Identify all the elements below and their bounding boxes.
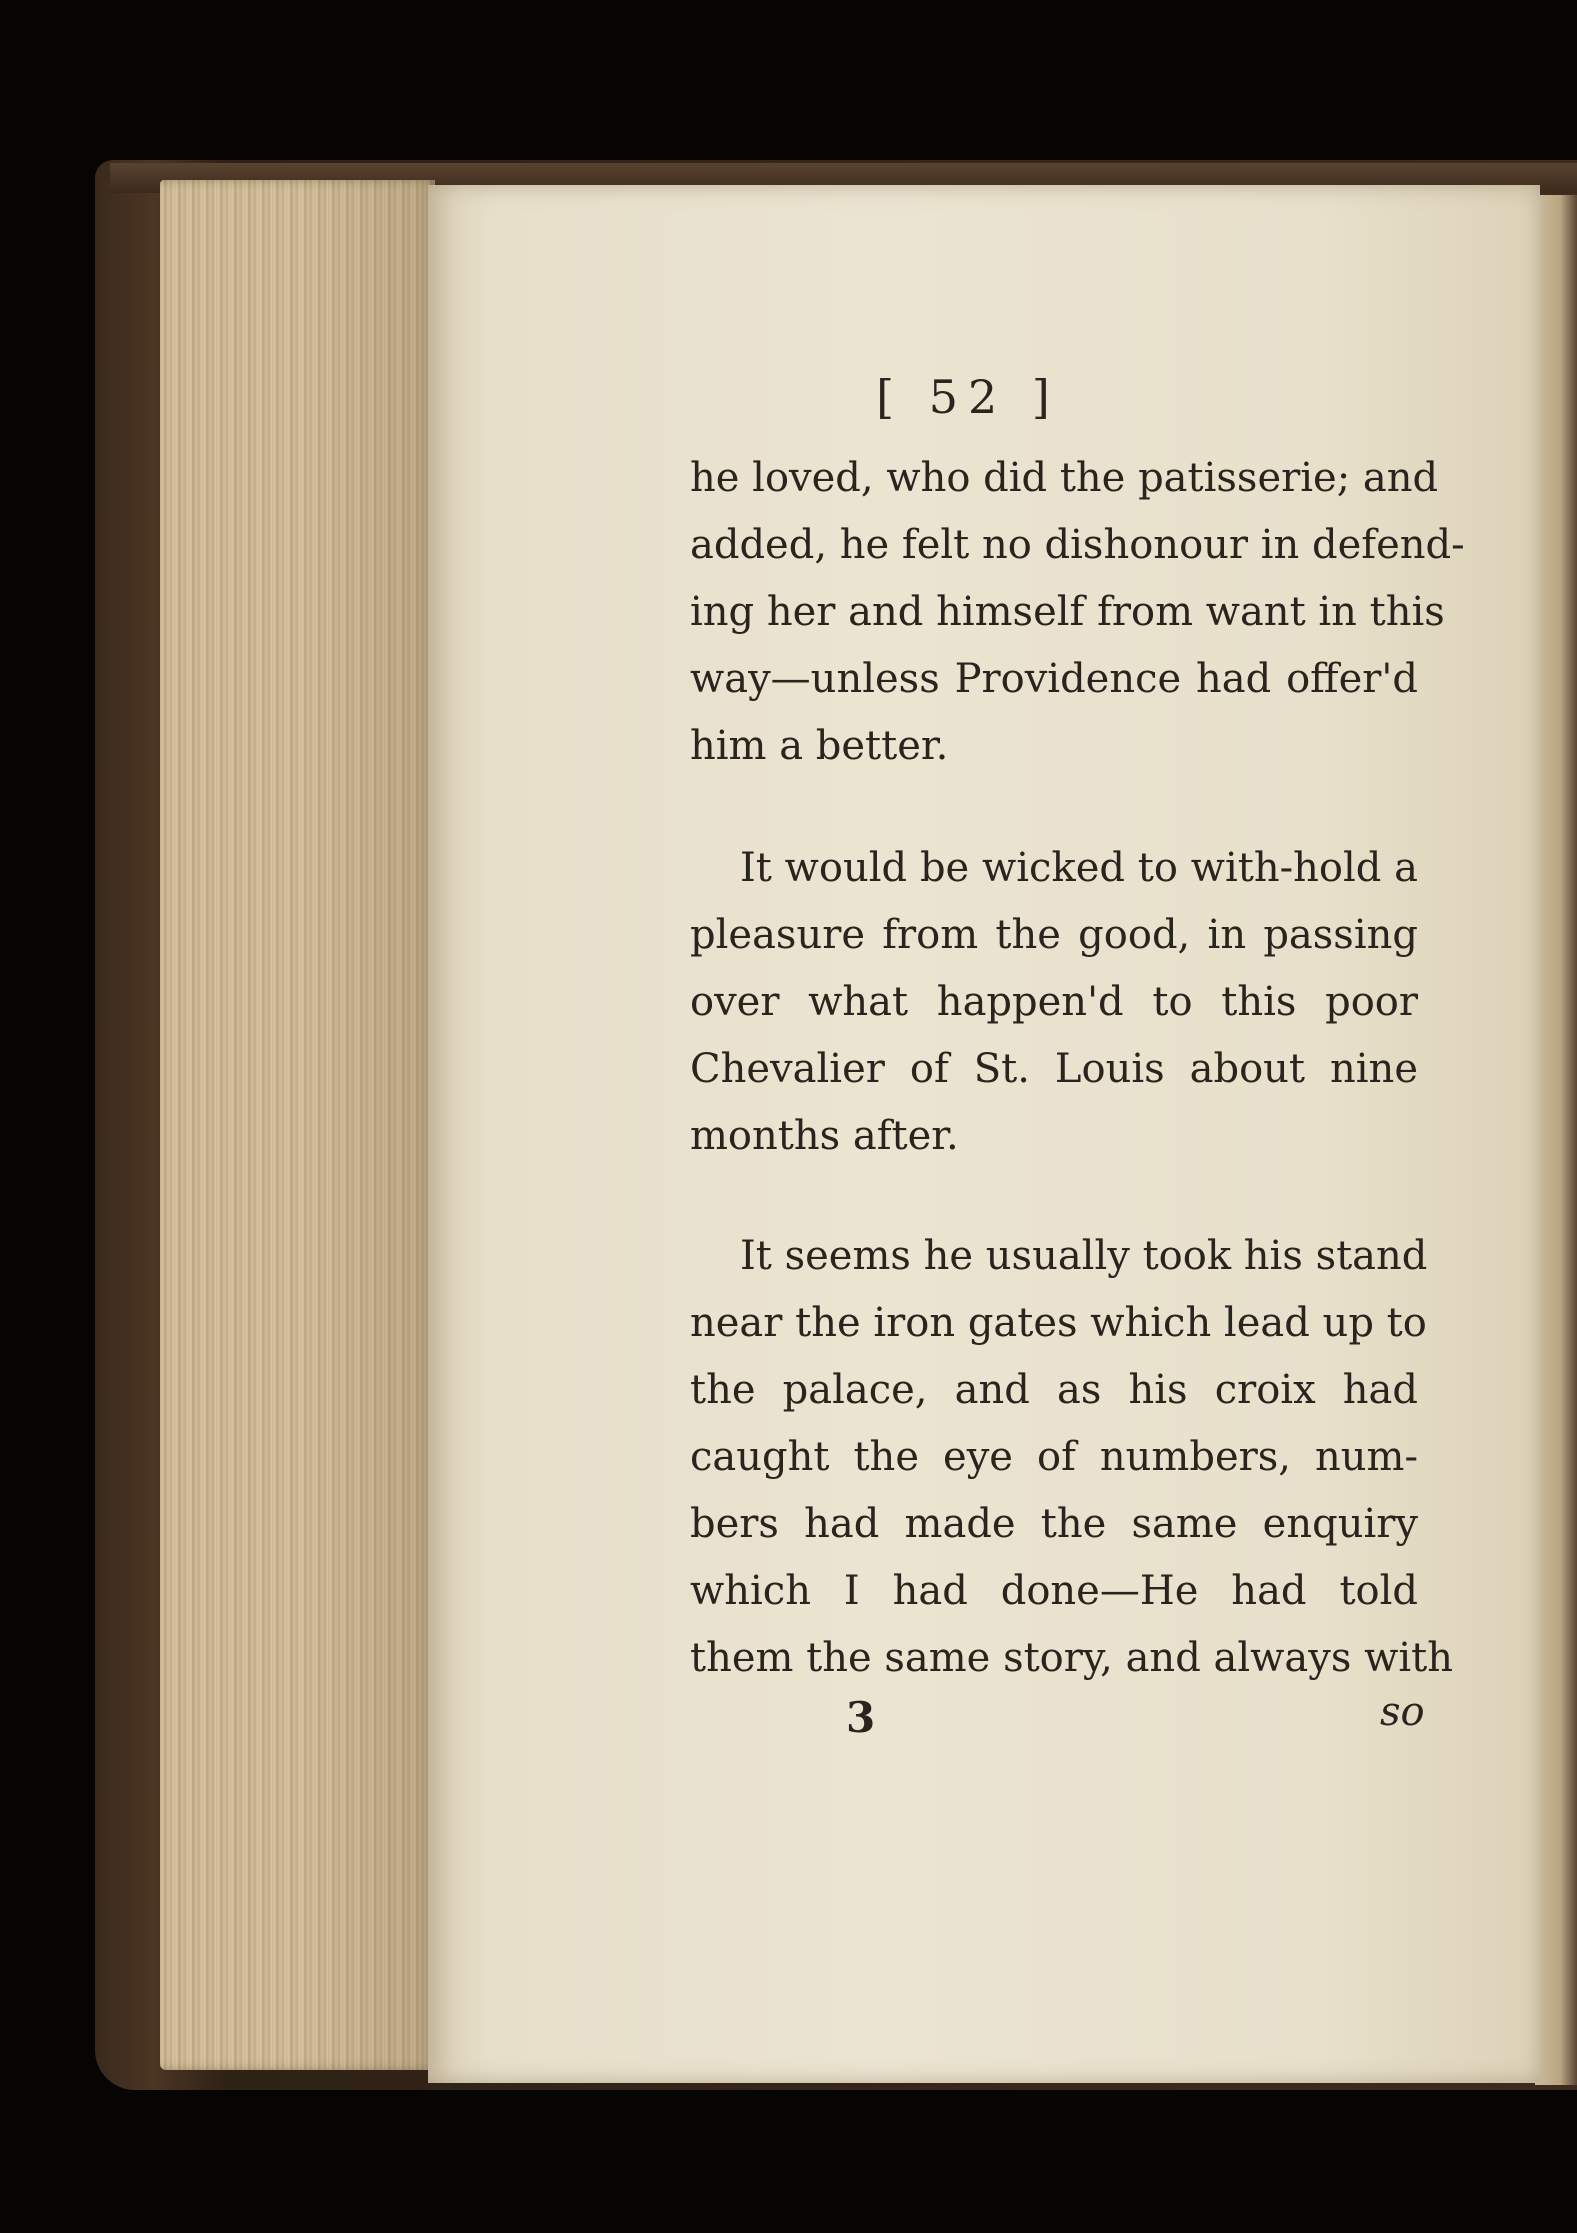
paragraph-1 xyxy=(690,445,1465,780)
right-page-stack xyxy=(1535,195,1577,2085)
page-number: [ 52 ] xyxy=(876,370,1060,424)
catchword: so xyxy=(1380,1689,1425,1735)
text-line: months after. xyxy=(690,1113,959,1159)
book-page xyxy=(428,185,1540,2083)
text-line: It would be wicked to with-hold a xyxy=(740,845,1418,891)
text-line: him a better. xyxy=(690,723,949,769)
text-line: them the same story, and always with xyxy=(690,1635,1453,1681)
page-edges-shadow xyxy=(300,180,435,2070)
text-line: he loved, who did the patisserie; and xyxy=(690,455,1439,501)
text-line: It seems he usually took his stand xyxy=(740,1233,1428,1279)
page-text-block xyxy=(428,185,1540,2083)
text-line: way—unless Providence had offer'd xyxy=(690,656,1418,702)
signature-mark: 3 xyxy=(846,1693,876,1742)
text-line: pleasure from the good, in passing xyxy=(690,912,1418,958)
text-line: ing her and himself from want in this xyxy=(690,589,1445,635)
text-line: bers had made the same enquiry xyxy=(690,1501,1418,1547)
text-line: near the iron gates which lead up to xyxy=(690,1300,1427,1346)
text-line: the palace, and as his croix had xyxy=(690,1367,1418,1413)
paragraph-3 xyxy=(690,1223,1453,1692)
text-line: over what happen'd to this poor xyxy=(690,979,1418,1025)
text-line: caught the eye of numbers, num- xyxy=(690,1434,1418,1480)
paragraph-2 xyxy=(690,835,1418,1170)
text-line: which I had done—He had told xyxy=(690,1568,1418,1614)
text-line: added, he felt no dishonour in defend- xyxy=(690,522,1465,568)
text-line: Chevalier of St. Louis about nine xyxy=(690,1046,1418,1092)
